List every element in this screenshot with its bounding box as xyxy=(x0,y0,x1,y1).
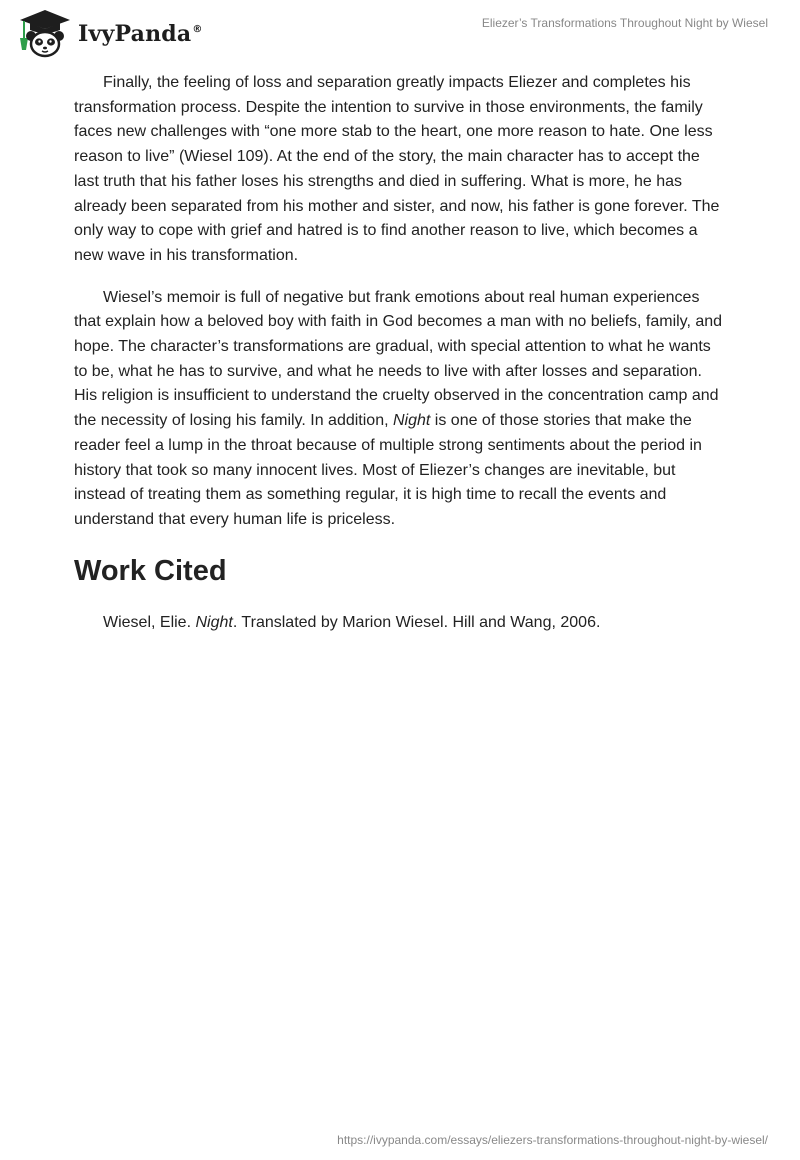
panda-logo-icon xyxy=(14,8,72,58)
source-url-link[interactable]: https://ivypanda.com/essays/eliezers-transformations-throughout-night-by-wiesel/ xyxy=(337,1133,768,1147)
citation-details: . Translated by Marion Wiesel. Hill and Wang, 2006. xyxy=(232,613,601,631)
paragraph-text: Wiesel’s memoir is full of negative but frank emotions about real human experiences that explain how a beloved boy with faith in God becomes a man with no beliefs, family, and hope. The character’s transformations are gradual, with special attention to what he wants to be, what he has to survive, and what he needs to live with after losses and separation. His religion is insufficient to understand the cruelty observed in the concentration camp and the necessity of losing his family. In addition, xyxy=(74,288,723,430)
citation-entry xyxy=(74,611,726,635)
works-cited-heading: Work Cited xyxy=(74,554,227,587)
book-title-italic: Night xyxy=(392,412,431,430)
paragraph-text: is one of those stories that make the reader feel a lump in the throat because of multiple strong sentiments about the period in history that took so many innocent lives. Most of Eliezer’s changes are inevitable, but instead of treating them as something regular, it is high time to recall the events and understand that every human life is priceless. xyxy=(74,412,702,528)
citation-title-italic: Night xyxy=(195,613,233,631)
body-paragraph: Finally, the feeling of loss and separation greatly impacts Eliezer and completes his transformation process. Despite the intention to survive in those environments, the family faces new challenges with “one more stab to the heart, one more reason to hate. One less reason to live” (Wiesel 109). At the end of the story, the main character has to accept the last truth that his father loses his strengths and died in suffering. What is more, he has already been separated from his mother and sister, and now, his father is gone forever. The only way to cope with grief and hatred is to find another reason to live, which becomes a new wave in his transformation. xyxy=(74,74,720,264)
page-header xyxy=(0,0,800,70)
registered-mark: ® xyxy=(192,24,203,35)
document-title: Eliezer’s Transformations Throughout Night by Wiesel xyxy=(481,16,768,30)
essay-content xyxy=(74,71,726,635)
body-paragraph xyxy=(74,286,726,533)
citation-author: Wiesel, Elie. xyxy=(103,613,196,631)
ivypanda-logo[interactable] xyxy=(14,8,203,58)
brand-name: IvyPanda® xyxy=(78,21,203,47)
